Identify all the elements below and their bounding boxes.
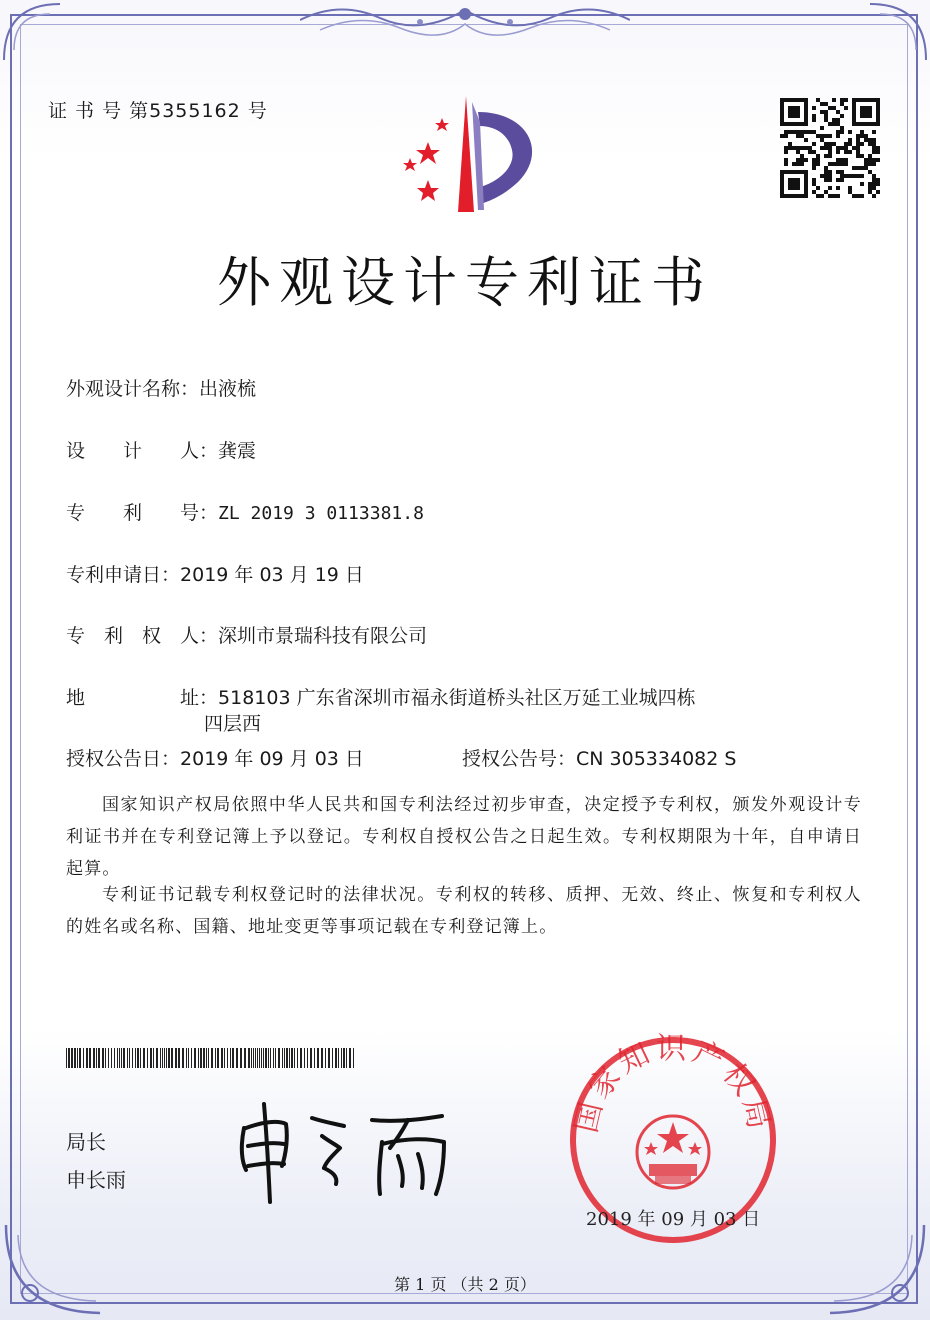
corner-ornament-top-left xyxy=(0,0,80,80)
field-value: 深圳市景瑞科技有限公司 xyxy=(218,625,428,647)
field-value: 2019 年 03 月 19 日 xyxy=(180,564,364,586)
field-label: 专 利 权 人： xyxy=(66,625,219,647)
field-value: CN 305334082 S xyxy=(576,748,737,770)
field-label: 授权公告号： xyxy=(462,748,577,770)
field-label: 外观设计名称： xyxy=(66,378,200,400)
field-value: 龚震 xyxy=(218,440,257,462)
field-designer xyxy=(66,436,256,463)
corner-ornament-bottom-left xyxy=(0,1215,120,1320)
field-value: 2019 年 09 月 03 日 xyxy=(180,748,364,770)
page-footer: 第 1 页 （共 2 页） xyxy=(394,1275,536,1294)
field-patent-number xyxy=(66,498,424,525)
svg-text:国家知识产权局: 国家知识产权局 xyxy=(568,1031,778,1137)
field-label: 设 计 人： xyxy=(66,440,219,462)
official-name: 申长雨 xyxy=(66,1168,126,1192)
field-value: ZL 2019 3 0113381.8 xyxy=(218,503,424,524)
field-authorization-number xyxy=(462,744,736,771)
field-label: 专利申请日： xyxy=(66,564,181,586)
patent-office-logo xyxy=(388,92,548,217)
corner-ornament-bottom-right xyxy=(810,1215,930,1320)
top-ornament xyxy=(300,0,630,48)
paragraph-grant-statement: 国家知识产权局依照中华人民共和国专利法经过初步审查，决定授予专利权，颁发外观设计专利证书并在专利登记簿上予以登记。专利权自授权公告之日起生效。专利权期限为十年，自申请日起算。 xyxy=(66,795,862,879)
field-application-date xyxy=(66,560,364,587)
field-authorization-date xyxy=(66,744,364,771)
field-value: 518103 广东省深圳市福永街道桥头社区万延工业城四栋 xyxy=(218,687,696,709)
barcode xyxy=(66,1048,356,1068)
field-address xyxy=(66,683,696,710)
field-label: 地 址： xyxy=(66,687,219,709)
field-address-line2: 四层西 xyxy=(204,713,262,735)
field-design-name xyxy=(66,374,256,401)
field-label: 专 利 号： xyxy=(66,502,219,524)
field-label: 授权公告日： xyxy=(66,748,181,770)
certificate-title: 外观设计专利证书 xyxy=(217,251,713,314)
qr-code xyxy=(780,98,880,198)
seal-date: 2019 年 09 月 03 日 xyxy=(586,1209,761,1230)
field-value: 出液梳 xyxy=(199,378,257,400)
corner-ornament-top-right xyxy=(850,0,930,80)
director-signature xyxy=(232,1098,472,1208)
paragraph-legal-status: 专利证书记载专利权登记时的法律状况。专利权的转移、质押、无效、终止、恢复和专利权人的姓名或名称、国籍、地址变更等事项记载在专利登记簿上。 xyxy=(66,885,862,937)
certificate-number: 证 书 号 第5355162 号 xyxy=(48,100,268,122)
field-patentee xyxy=(66,621,427,648)
official-title: 局长 xyxy=(66,1130,106,1154)
